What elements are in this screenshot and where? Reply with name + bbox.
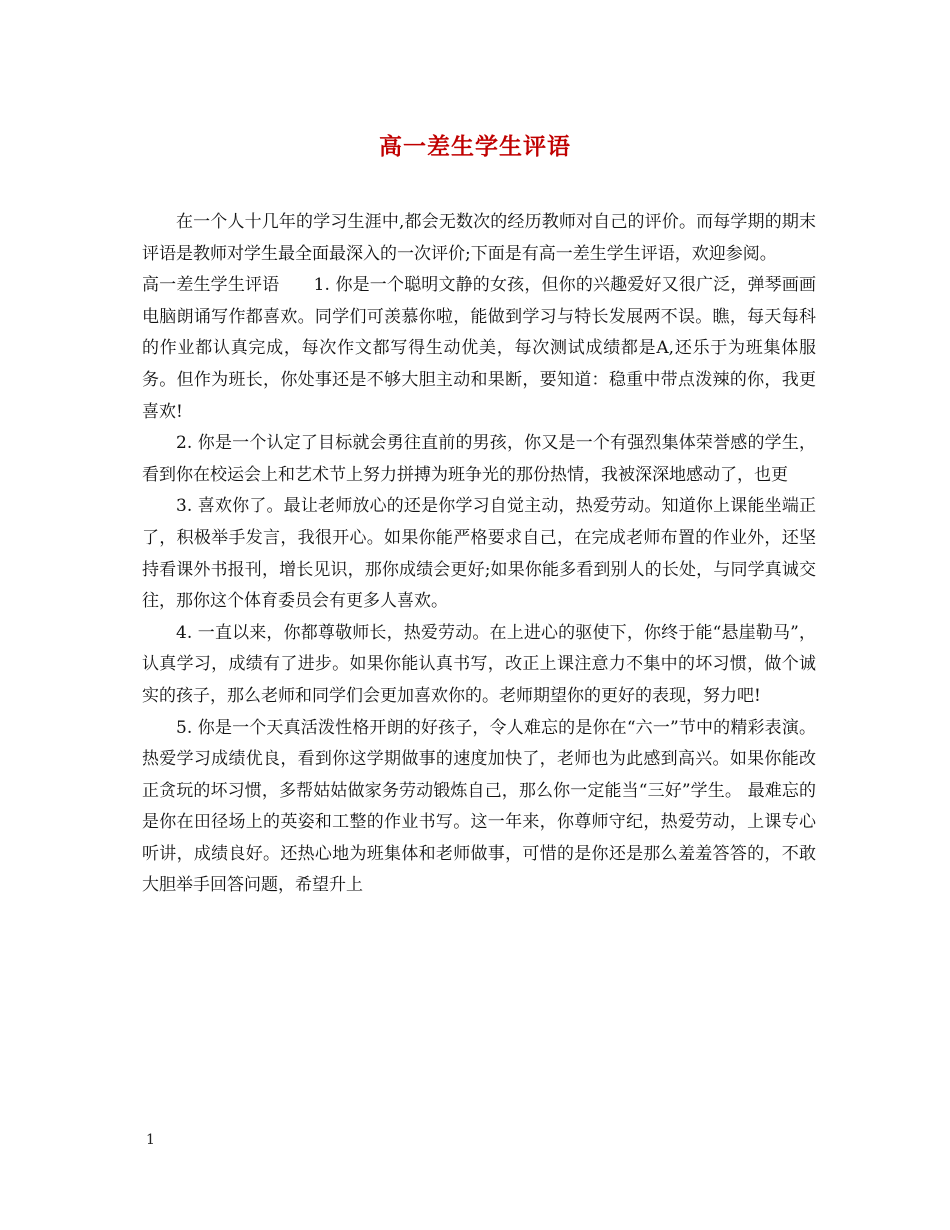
paragraph-comment-1: 高一差生学生评语 1. 你是一个聪明文静的女孩，但你的兴趣爱好又很广泛，弹琴画画电脑朗诵写作都喜欢。同学们可羡慕你啦，能做到学习与特长发展两不误。瞧，每天每科的作业都认真完成，每次作文都写得生动优美，每次测试成绩都是A,还乐于为班集体服务。但作为班长，你处事还是不够大胆主动和果断，要知道：稳重中带点泼辣的你，我更喜欢! [142,275,816,422]
document-title: 高一差生学生评语 [379,133,571,160]
document-body [142,207,816,902]
paragraph-comment-2: 2. 你是一个认定了目标就会勇往直前的男孩，你又是一个有强烈集体荣誉感的学生，看到你在校运会上和艺术节上努力拼搏为班争光的那份热情，我被深深地感动了，也更 [142,433,816,485]
page-number: 1 [146,1132,155,1148]
paragraph-comment-3: 3. 喜欢你了。最让老师放心的还是你学习自觉主动，热爱劳动。知道你上课能坐端正了，积极举手发言，我很开心。如果你能严格要求自己，在完成老师布置的作业外，还坚持看课外书报刊，增长见识，那你成绩会更好;如果你能多看到别人的长处，与同学真诚交往，那你这个体育委员会有更多人喜欢。 [142,496,816,612]
paragraph-comment-5: 5. 你是一个天真活泼性格开朗的好孩子，令人难忘的是你在“六一”节中的精彩表演。热爱学习成绩优良，看到你这学期做事的速度加快了，老师也为此感到高兴。如果你能改正贪玩的坏习惯，多帮姑姑做家务劳动锻炼自己，那么你一定能当“三好”学生。 最难忘的是你在田径场上的英姿和工整的作业书写。这一年来，你尊师守纪，热爱劳动，上课专心听讲，成绩良好。还热心地为班集体和老师做事，可惜的是你还是那么羞羞答答的，不敢大胆举手回答问题，希望升上 [142,717,816,896]
paragraph-comment-4: 4. 一直以来，你都尊敬师长，热爱劳动。在上进心的驱使下，你终于能“悬崖勒马”，认真学习，成绩有了进步。如果你能认真书写，改正上课注意力不集中的坏习惯，做个诚实的孩子，那么老师和同学们会更加喜欢你的。老师期望你的更好的表现，努力吧! [142,622,816,706]
paragraph-intro: 在一个人十几年的学习生涯中,都会无数次的经历教师对自己的评价。而每学期的期末评语是教师对学生最全面最深入的一次评价;下面是有高一差生学生评语，欢迎参阅。 [142,212,816,264]
